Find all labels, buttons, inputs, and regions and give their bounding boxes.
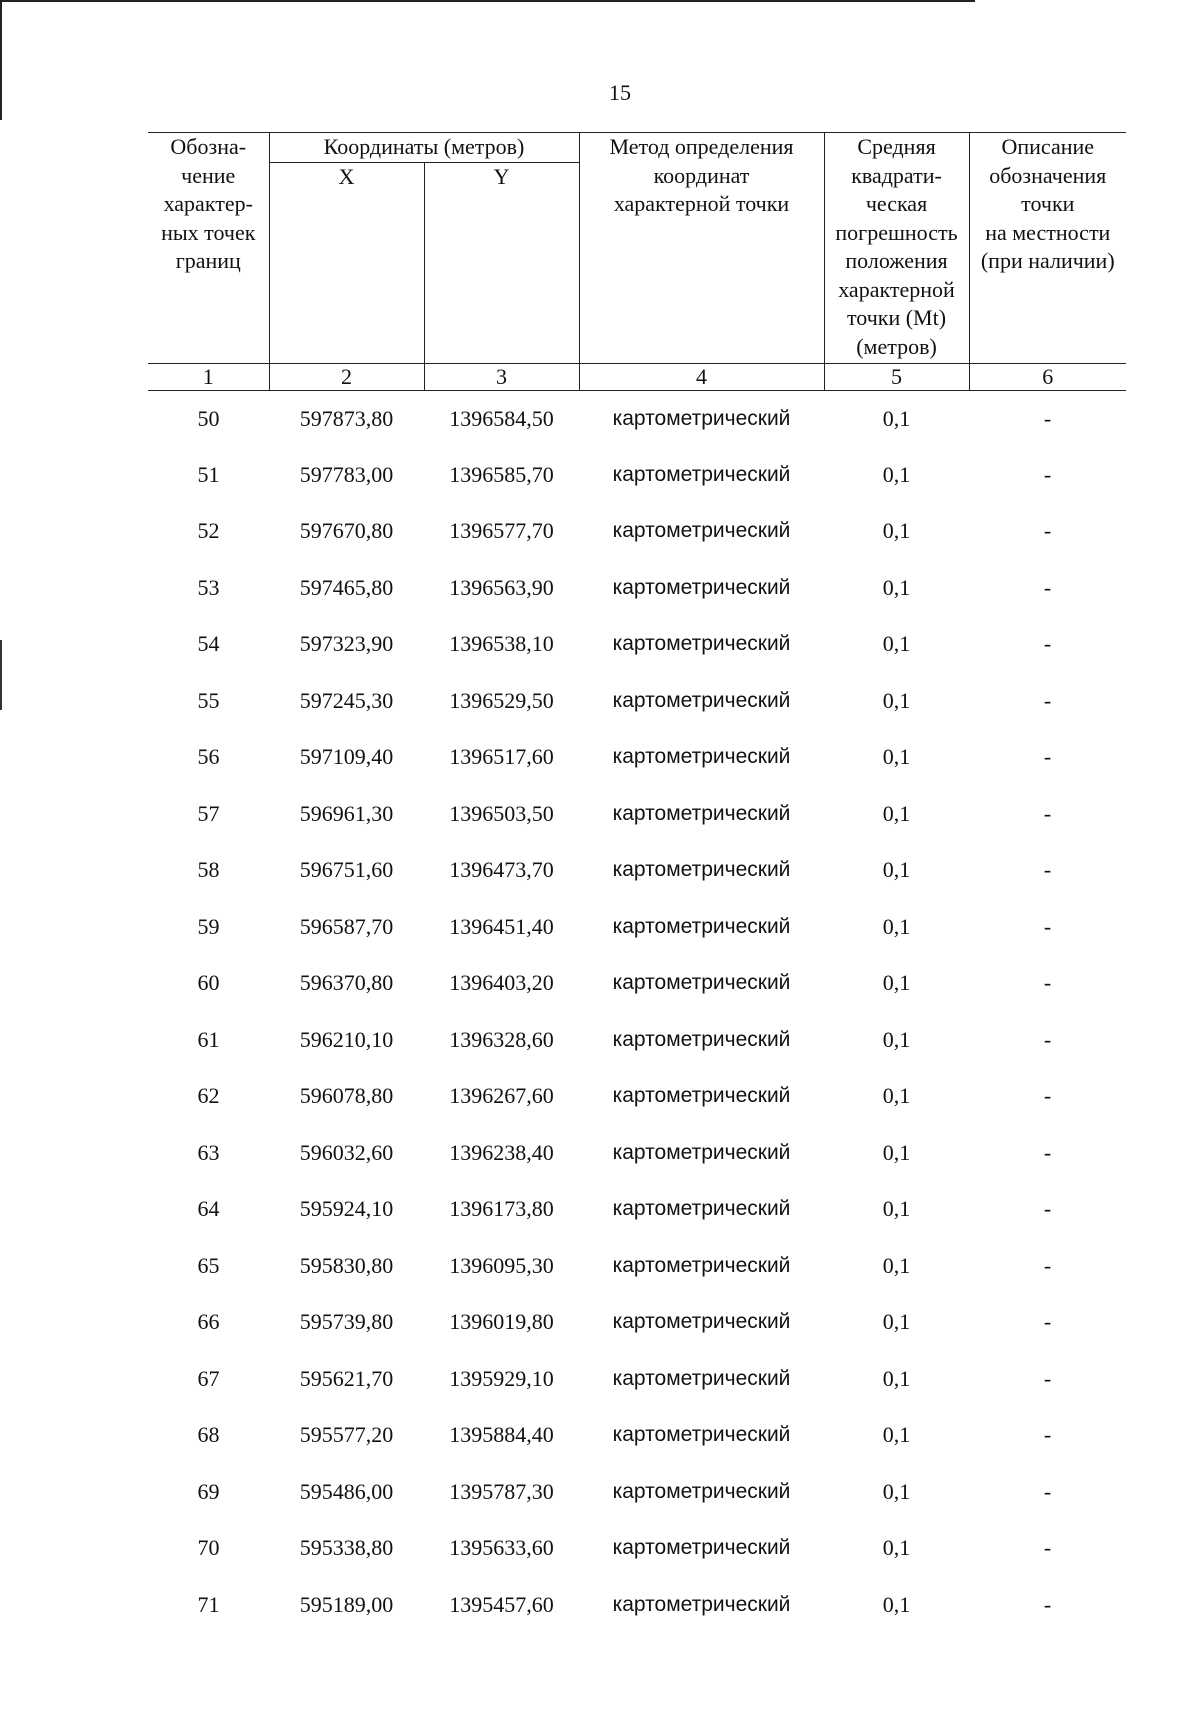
point-id-cell: 55: [197, 687, 220, 713]
point-id-cell: 61: [197, 1026, 220, 1052]
description-cell: -: [1043, 574, 1052, 600]
point-id-cell: 67: [197, 1365, 220, 1391]
y-coordinate-cell: 1396403,20: [449, 970, 554, 996]
table-row: [148, 560, 1126, 617]
description-cell: -: [1043, 800, 1052, 826]
description-cell: -: [1043, 631, 1052, 657]
x-coordinate-cell: 597323,90: [299, 631, 394, 657]
y-coordinate-cell: 1396529,50: [449, 687, 554, 713]
method-cell: картометрический: [612, 1084, 791, 1108]
y-coordinate-cell: 1396517,60: [449, 744, 554, 770]
error-cell: 0,1: [882, 631, 911, 657]
point-id-cell: 66: [197, 1309, 220, 1335]
x-coordinate-cell: 597109,40: [299, 744, 394, 770]
error-cell: 0,1: [882, 744, 911, 770]
point-id-cell: 50: [197, 405, 220, 431]
header-error: Средняя квадрати- ческая погрешность положения характерной точки (Mt) (метров): [824, 133, 969, 364]
y-coordinate-cell: 1396019,80: [449, 1309, 554, 1335]
x-coordinate-cell: 597783,00: [299, 461, 394, 487]
method-cell: картометрический: [612, 745, 791, 769]
description-cell: -: [1043, 1365, 1052, 1391]
y-coordinate-cell: 1396238,40: [449, 1139, 554, 1165]
description-cell: -: [1043, 1196, 1052, 1222]
column-number: 2: [269, 363, 424, 390]
error-cell: 0,1: [882, 857, 911, 883]
table-row: [148, 390, 1126, 447]
table-row: [148, 447, 1126, 504]
table-row: [148, 1181, 1126, 1238]
x-coordinate-cell: 596078,80: [299, 1083, 394, 1109]
point-id-cell: 68: [197, 1422, 220, 1448]
y-coordinate-cell: 1396563,90: [449, 574, 554, 600]
error-cell: 0,1: [882, 574, 911, 600]
error-cell: 0,1: [882, 1196, 911, 1222]
table-row: [148, 786, 1126, 843]
y-coordinate-cell: 1396328,60: [449, 1026, 554, 1052]
x-coordinate-cell: 596210,10: [299, 1026, 394, 1052]
method-cell: картометрический: [612, 632, 791, 656]
error-cell: 0,1: [882, 1478, 911, 1504]
table-row: [148, 729, 1126, 786]
y-coordinate-cell: 1395633,60: [449, 1535, 554, 1561]
description-cell: -: [1043, 1535, 1052, 1561]
error-cell: 0,1: [882, 1139, 911, 1165]
y-coordinate-cell: 1396173,80: [449, 1196, 554, 1222]
header-x: X: [269, 162, 424, 363]
error-cell: 0,1: [882, 518, 911, 544]
y-coordinate-cell: 1396577,70: [449, 518, 554, 544]
header-designation: Обозна- чение характер- ных точек границ: [148, 133, 269, 364]
point-id-cell: 59: [197, 913, 220, 939]
x-coordinate-cell: 596961,30: [299, 800, 394, 826]
error-cell: 0,1: [882, 913, 911, 939]
x-coordinate-cell: 595189,00: [299, 1591, 394, 1617]
point-id-cell: 54: [197, 631, 220, 657]
x-coordinate-cell: 595830,80: [299, 1252, 394, 1278]
table-row: [148, 673, 1126, 730]
error-cell: 0,1: [882, 970, 911, 996]
description-cell: -: [1043, 744, 1052, 770]
y-coordinate-cell: 1396095,30: [449, 1252, 554, 1278]
method-cell: картометрический: [612, 688, 791, 712]
description-cell: -: [1043, 913, 1052, 939]
column-number: 5: [824, 363, 969, 390]
table-row: [148, 1407, 1126, 1464]
error-cell: 0,1: [882, 1591, 911, 1617]
error-cell: 0,1: [882, 1422, 911, 1448]
header-method: Метод определения координат характерной точки: [579, 133, 824, 364]
error-cell: 0,1: [882, 687, 911, 713]
y-coordinate-cell: 1396267,60: [449, 1083, 554, 1109]
method-cell: картометрический: [612, 462, 791, 486]
y-coordinate-cell: 1395457,60: [449, 1591, 554, 1617]
x-coordinate-cell: 596587,70: [299, 913, 394, 939]
x-coordinate-cell: 597670,80: [299, 518, 394, 544]
point-id-cell: 62: [197, 1083, 220, 1109]
column-number: 4: [579, 363, 824, 390]
description-cell: -: [1043, 518, 1052, 544]
y-coordinate-cell: 1396584,50: [449, 405, 554, 431]
point-id-cell: 52: [197, 518, 220, 544]
table-row: [148, 616, 1126, 673]
point-id-cell: 58: [197, 857, 220, 883]
table-row: [148, 1068, 1126, 1125]
description-cell: -: [1043, 1591, 1052, 1617]
method-cell: картометрический: [612, 1423, 791, 1447]
point-id-cell: 57: [197, 800, 220, 826]
table-row: [148, 503, 1126, 560]
error-cell: 0,1: [882, 1083, 911, 1109]
error-cell: 0,1: [882, 405, 911, 431]
description-cell: -: [1043, 461, 1052, 487]
header-y: Y: [424, 162, 579, 363]
method-cell: картометрический: [612, 971, 791, 995]
description-cell: -: [1043, 970, 1052, 996]
point-id-cell: 63: [197, 1139, 220, 1165]
x-coordinate-cell: 597245,30: [299, 687, 394, 713]
error-cell: 0,1: [882, 1535, 911, 1561]
description-cell: -: [1043, 1083, 1052, 1109]
method-cell: картометрический: [612, 801, 791, 825]
method-cell: картометрический: [612, 1536, 791, 1560]
y-coordinate-cell: 1396503,50: [449, 800, 554, 826]
error-cell: 0,1: [882, 800, 911, 826]
description-cell: -: [1043, 1478, 1052, 1504]
method-cell: картометрический: [612, 1253, 791, 1277]
table-row: [148, 1577, 1126, 1634]
column-numbers-row: [148, 363, 1126, 390]
x-coordinate-cell: 595924,10: [299, 1196, 394, 1222]
method-cell: картометрический: [612, 1140, 791, 1164]
description-cell: -: [1043, 857, 1052, 883]
table-row: [148, 842, 1126, 899]
point-id-cell: 64: [197, 1196, 220, 1222]
point-id-cell: 71: [197, 1591, 220, 1617]
table-header: [148, 133, 1126, 391]
table-body: [148, 390, 1126, 1633]
description-cell: -: [1043, 687, 1052, 713]
description-cell: -: [1043, 1139, 1052, 1165]
point-id-cell: 51: [197, 461, 220, 487]
table-row: [148, 1351, 1126, 1408]
point-id-cell: 65: [197, 1252, 220, 1278]
method-cell: картометрический: [612, 406, 791, 430]
error-cell: 0,1: [882, 1365, 911, 1391]
column-number: 6: [969, 363, 1126, 390]
x-coordinate-cell: 595577,20: [299, 1422, 394, 1448]
error-cell: 0,1: [882, 1309, 911, 1335]
table-row: [148, 1464, 1126, 1521]
method-cell: картометрический: [612, 1592, 791, 1616]
table-row: [148, 955, 1126, 1012]
column-number: 1: [148, 363, 269, 390]
column-number: 3: [424, 363, 579, 390]
coordinates-table: [148, 132, 1126, 1633]
y-coordinate-cell: 1395884,40: [449, 1422, 554, 1448]
x-coordinate-cell: 595338,80: [299, 1535, 394, 1561]
point-id-cell: 53: [197, 574, 220, 600]
x-coordinate-cell: 595739,80: [299, 1309, 394, 1335]
x-coordinate-cell: 597465,80: [299, 574, 394, 600]
table-row: [148, 1238, 1126, 1295]
error-cell: 0,1: [882, 1026, 911, 1052]
y-coordinate-cell: 1396585,70: [449, 461, 554, 487]
method-cell: картометрический: [612, 1310, 791, 1334]
header-description: Описание обозначения точки на местности (при наличии): [969, 133, 1126, 364]
method-cell: картометрический: [612, 858, 791, 882]
method-cell: картометрический: [612, 914, 791, 938]
x-coordinate-cell: 596370,80: [299, 970, 394, 996]
table-row: [148, 1125, 1126, 1182]
x-coordinate-cell: 595486,00: [299, 1478, 394, 1504]
x-coordinate-cell: 596751,60: [299, 857, 394, 883]
y-coordinate-cell: 1396473,70: [449, 857, 554, 883]
x-coordinate-cell: 595621,70: [299, 1365, 394, 1391]
description-cell: -: [1043, 1252, 1052, 1278]
method-cell: картометрический: [612, 1366, 791, 1390]
table-row: [148, 1012, 1126, 1069]
y-coordinate-cell: 1396451,40: [449, 913, 554, 939]
y-coordinate-cell: 1396538,10: [449, 631, 554, 657]
method-cell: картометрический: [612, 1479, 791, 1503]
header-coordinates: Координаты (метров): [269, 133, 579, 163]
description-cell: -: [1043, 405, 1052, 431]
description-cell: -: [1043, 1309, 1052, 1335]
table-row: [148, 1520, 1126, 1577]
table-row: [148, 1294, 1126, 1351]
point-id-cell: 60: [197, 970, 220, 996]
scan-edge-top: [0, 0, 975, 2]
method-cell: картометрический: [612, 519, 791, 543]
y-coordinate-cell: 1395929,10: [449, 1365, 554, 1391]
scan-edge-left-mark: [0, 640, 2, 710]
description-cell: -: [1043, 1026, 1052, 1052]
x-coordinate-cell: 597873,80: [299, 405, 394, 431]
error-cell: 0,1: [882, 1252, 911, 1278]
method-cell: картометрический: [612, 1027, 791, 1051]
x-coordinate-cell: 596032,60: [299, 1139, 394, 1165]
table-row: [148, 899, 1126, 956]
method-cell: картометрический: [612, 575, 791, 599]
description-cell: -: [1043, 1422, 1052, 1448]
error-cell: 0,1: [882, 461, 911, 487]
y-coordinate-cell: 1395787,30: [449, 1478, 554, 1504]
point-id-cell: 70: [197, 1535, 220, 1561]
point-id-cell: 56: [197, 744, 220, 770]
point-id-cell: 69: [197, 1478, 220, 1504]
page-number: 15: [609, 80, 631, 105]
scan-edge-left: [0, 0, 2, 120]
method-cell: картометрический: [612, 1197, 791, 1221]
